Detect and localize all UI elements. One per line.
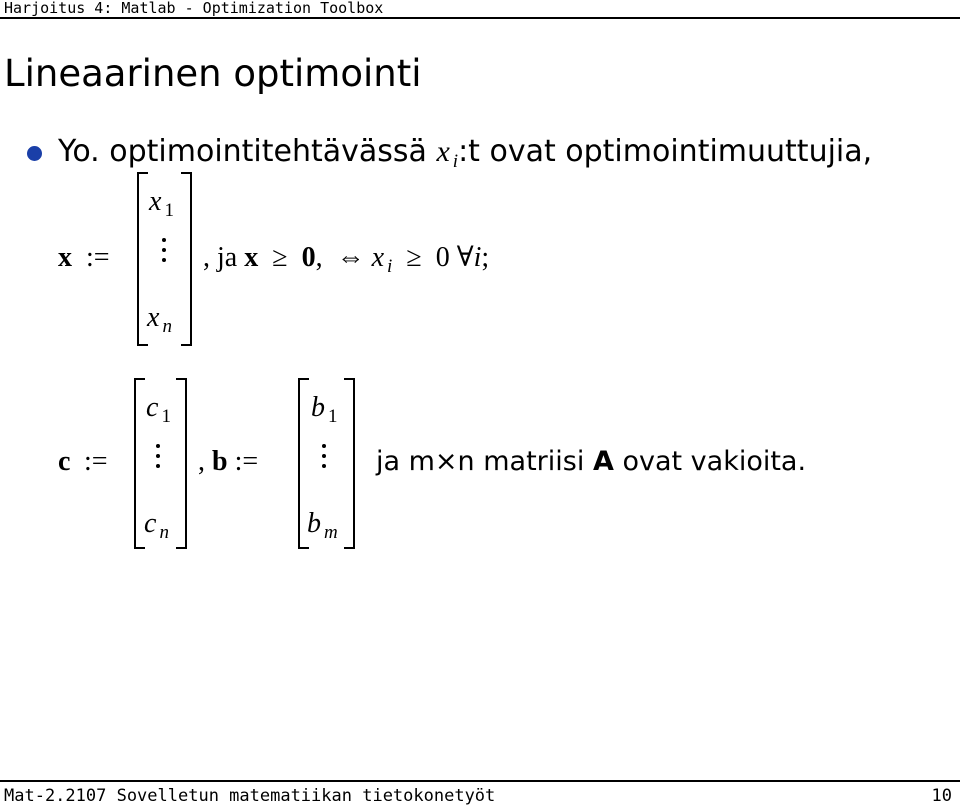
bullet-var: x — [436, 135, 450, 168]
eq1-top-var: x — [149, 186, 162, 217]
eq2-c-top-var: c — [146, 392, 159, 423]
eq2-c-bottom-entry — [144, 508, 169, 549]
bullet-suffix: :t ovat optimointimuuttujia, — [458, 134, 873, 169]
eq1-geq2: ≥ — [406, 242, 422, 273]
eq1-zero: 0 — [435, 242, 450, 273]
eq1-tail-x: x — [244, 242, 259, 273]
eq2-assign: := — [84, 446, 108, 477]
header-title: Harjoitus 4: Matlab - Optimization Toolbox — [4, 0, 384, 17]
page-number: 10 — [931, 786, 952, 806]
eq2-tail-suffix: ovat vakioita. — [622, 446, 807, 477]
eq1-bottom-entry — [147, 302, 172, 343]
eq2-b-lhs: b — [212, 446, 228, 477]
eq1-vdots — [162, 238, 166, 268]
eq2-sep: , — [198, 446, 205, 477]
eq2-c-lhs: c — [58, 446, 71, 477]
eq2-b-bottom-entry — [307, 508, 338, 549]
eq1-bracket-right — [181, 172, 192, 346]
eq2-b-bottom-sub: m — [324, 522, 338, 543]
bullet-icon — [27, 146, 42, 161]
eq2-b-top-var: b — [311, 392, 325, 423]
eq2-b-top-entry — [311, 392, 338, 433]
eq2-b-bracket-right — [344, 378, 355, 549]
eq1-tail-sep: , ja — [203, 242, 238, 273]
eq1-forall: ∀ — [456, 242, 474, 273]
header-rule — [0, 17, 960, 19]
slide-title: Lineaarinen optimointi — [4, 52, 422, 95]
eq1-top-sub: 1 — [164, 200, 174, 221]
eq2-tail — [376, 446, 806, 478]
eq2-b-top-sub: 1 — [328, 406, 338, 427]
eq1-iff: ⇔ — [336, 242, 365, 273]
bullet-prefix: Yo. optimointitehtävässä — [58, 134, 427, 169]
eq1-top-entry — [149, 186, 174, 227]
eq2-c-bottom-sub: n — [159, 522, 169, 543]
eq2-assign2: := — [234, 446, 259, 477]
eq2-tail-prefix: ja m×n matriisi — [376, 446, 585, 477]
eq1-lhs: x — [58, 242, 72, 273]
eq1-geq: ≥ — [272, 242, 288, 273]
eq1-i-var: i — [473, 242, 482, 273]
eq2-c-vdots — [156, 444, 160, 474]
eq1-tail — [203, 242, 489, 283]
eq2-c-bottom-var: c — [144, 508, 157, 539]
bullet-sub: i — [452, 151, 459, 172]
eq1-xi-var: x — [371, 242, 385, 273]
eq1-zero-bold: 0 — [301, 242, 316, 273]
eq2-b-bottom-var: b — [307, 508, 321, 539]
eq2-tail-A: A — [592, 446, 614, 477]
eq2-c-top-entry — [146, 392, 171, 433]
eq1-xi-sub: i — [387, 256, 393, 277]
eq2-c-bracket-right — [176, 378, 187, 549]
eq1-semicolon: ; — [481, 242, 490, 273]
footer-rule — [0, 780, 960, 782]
eq2-b-assign — [198, 446, 258, 478]
eq2-c-top-sub: 1 — [161, 406, 171, 427]
eq2-b-vdots — [322, 444, 326, 474]
eq1-bottom-var: x — [147, 302, 160, 333]
eq1-bottom-sub: n — [162, 316, 172, 337]
footer-course: Mat-2.2107 Sovelletun matematiikan tietokonetyöt — [4, 786, 496, 806]
eq1-assign: := — [86, 242, 110, 273]
eq1-comma: , — [315, 242, 323, 273]
